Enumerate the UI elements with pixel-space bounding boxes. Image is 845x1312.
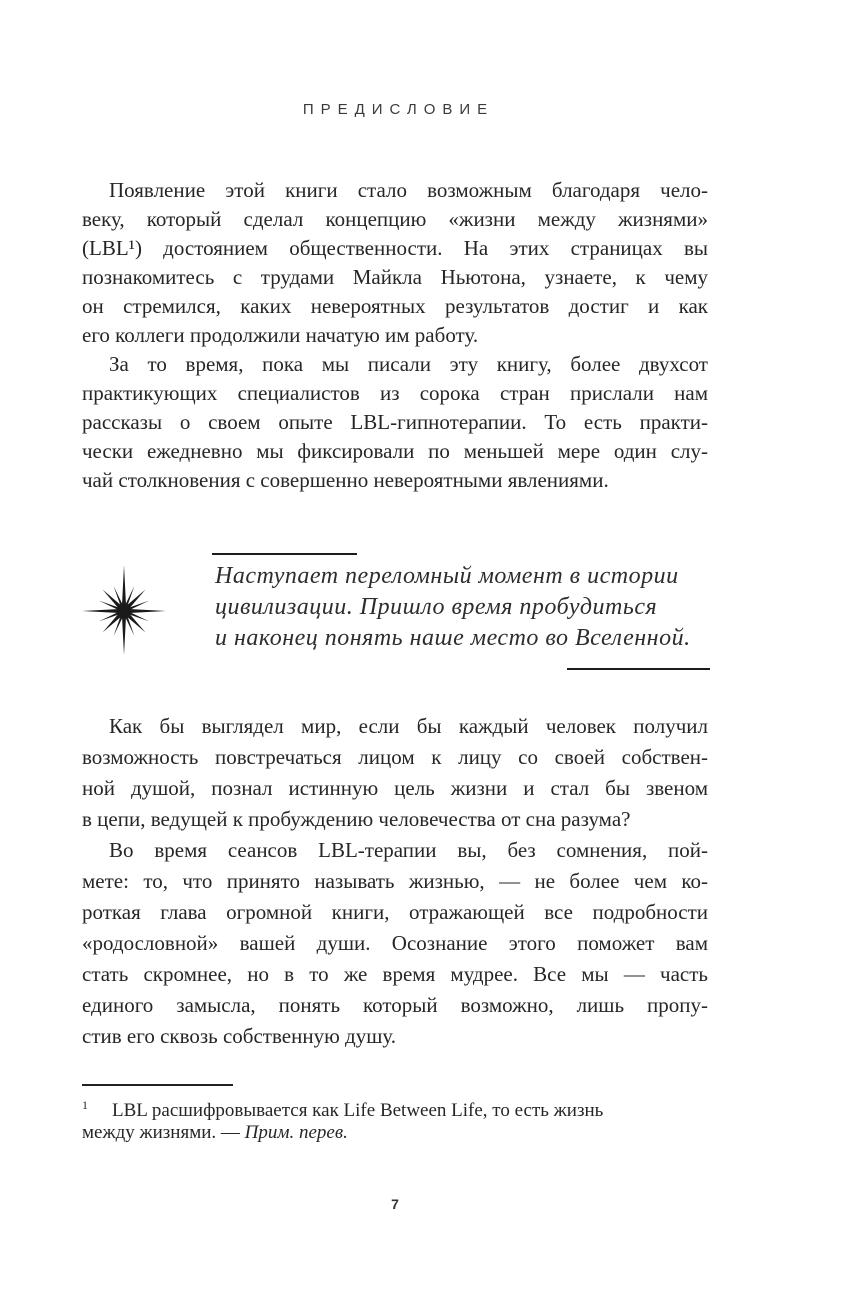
text-line: в цепи, ведущей к пробуждению человечества от сна разума? (82, 807, 631, 831)
text-line: Во время сеансов LBL-терапии вы, без сомнения, пой- (109, 838, 708, 862)
text-line: (LBL¹) достоянием общественности. На этих страницах вы (82, 236, 708, 260)
text-line: рассказы о своем опыте LBL-гипнотерапии. То есть практи- (82, 410, 708, 434)
quote-line: Наступает переломный момент в истории (215, 563, 679, 589)
text-line: За то время, пока мы писали эту книгу, более двухсот (109, 352, 708, 376)
text-line: стать скромнее, но в то же время мудрее. Все мы — часть (82, 962, 708, 986)
footnote-rule (82, 1084, 233, 1086)
quote-top-rule (212, 553, 357, 555)
text-line: «родословной» вашей души. Осознание этого поможет вам (82, 931, 708, 955)
epigraph-quote (215, 561, 715, 654)
quote-bottom-rule (567, 668, 710, 670)
text-line: Как бы выглядел мир, если бы каждый человек получил (109, 714, 708, 738)
footnote-line (82, 1119, 708, 1147)
text-line: познакомитесь с трудами Майкла Ньютона, узнаете, к чему (82, 265, 708, 289)
body-text-upper (82, 176, 708, 495)
text-line: роткая глава огромной книги, отражающей все подробности (82, 900, 708, 924)
text-line: стив его сквозь собственную душу. (82, 1024, 397, 1048)
text-line: его коллеги продолжили начатую им работу. (82, 323, 479, 347)
text-line: чески ежедневно мы фиксировали по меньшей мере один слу- (82, 439, 708, 463)
footnote-text: между жизнями. — (82, 1122, 245, 1143)
page-number: 7 (391, 1196, 399, 1212)
quote-line: и наконец понять наше место во Вселенной. (215, 625, 691, 651)
text-line: единого замысла, понять который возможно, лишь пропу- (82, 993, 708, 1017)
text-line: мете: то, что принято называть жизнью, — не более чем ко- (82, 869, 708, 893)
text-line: Появление этой книги стало возможным благодаря чело- (109, 178, 708, 202)
text-line: ной душой, познал истинную цель жизни и стал бы звеном (82, 776, 708, 800)
footnote-marker: 1 (82, 1098, 88, 1112)
starburst-icon (76, 563, 172, 659)
text-line: он стремился, каких невероятных результатов достиг и как (82, 294, 708, 318)
body-text-lower (82, 711, 708, 1052)
footnote-text: LBL расшифровывается как Life Between Life, то есть жизнь (112, 1100, 604, 1121)
text-line: чай столкновения с совершенно невероятными явлениями. (82, 468, 609, 492)
text-line: возможность повстречаться лицом к лицу со своей собствен- (82, 745, 708, 769)
text-line: практикующих специалистов из сорока стран прислали нам (82, 381, 708, 405)
quote-line: цивилизации. Пришло время пробудиться (215, 594, 658, 620)
footnote-translator-note: Прим. перев. (244, 1122, 348, 1143)
text-line: веку, который сделал концепцию «жизни между жизнями» (82, 207, 708, 231)
page-title: ПРЕДИСЛОВИЕ (302, 101, 495, 118)
footnote (82, 1091, 708, 1147)
footnote-line (82, 1091, 708, 1119)
